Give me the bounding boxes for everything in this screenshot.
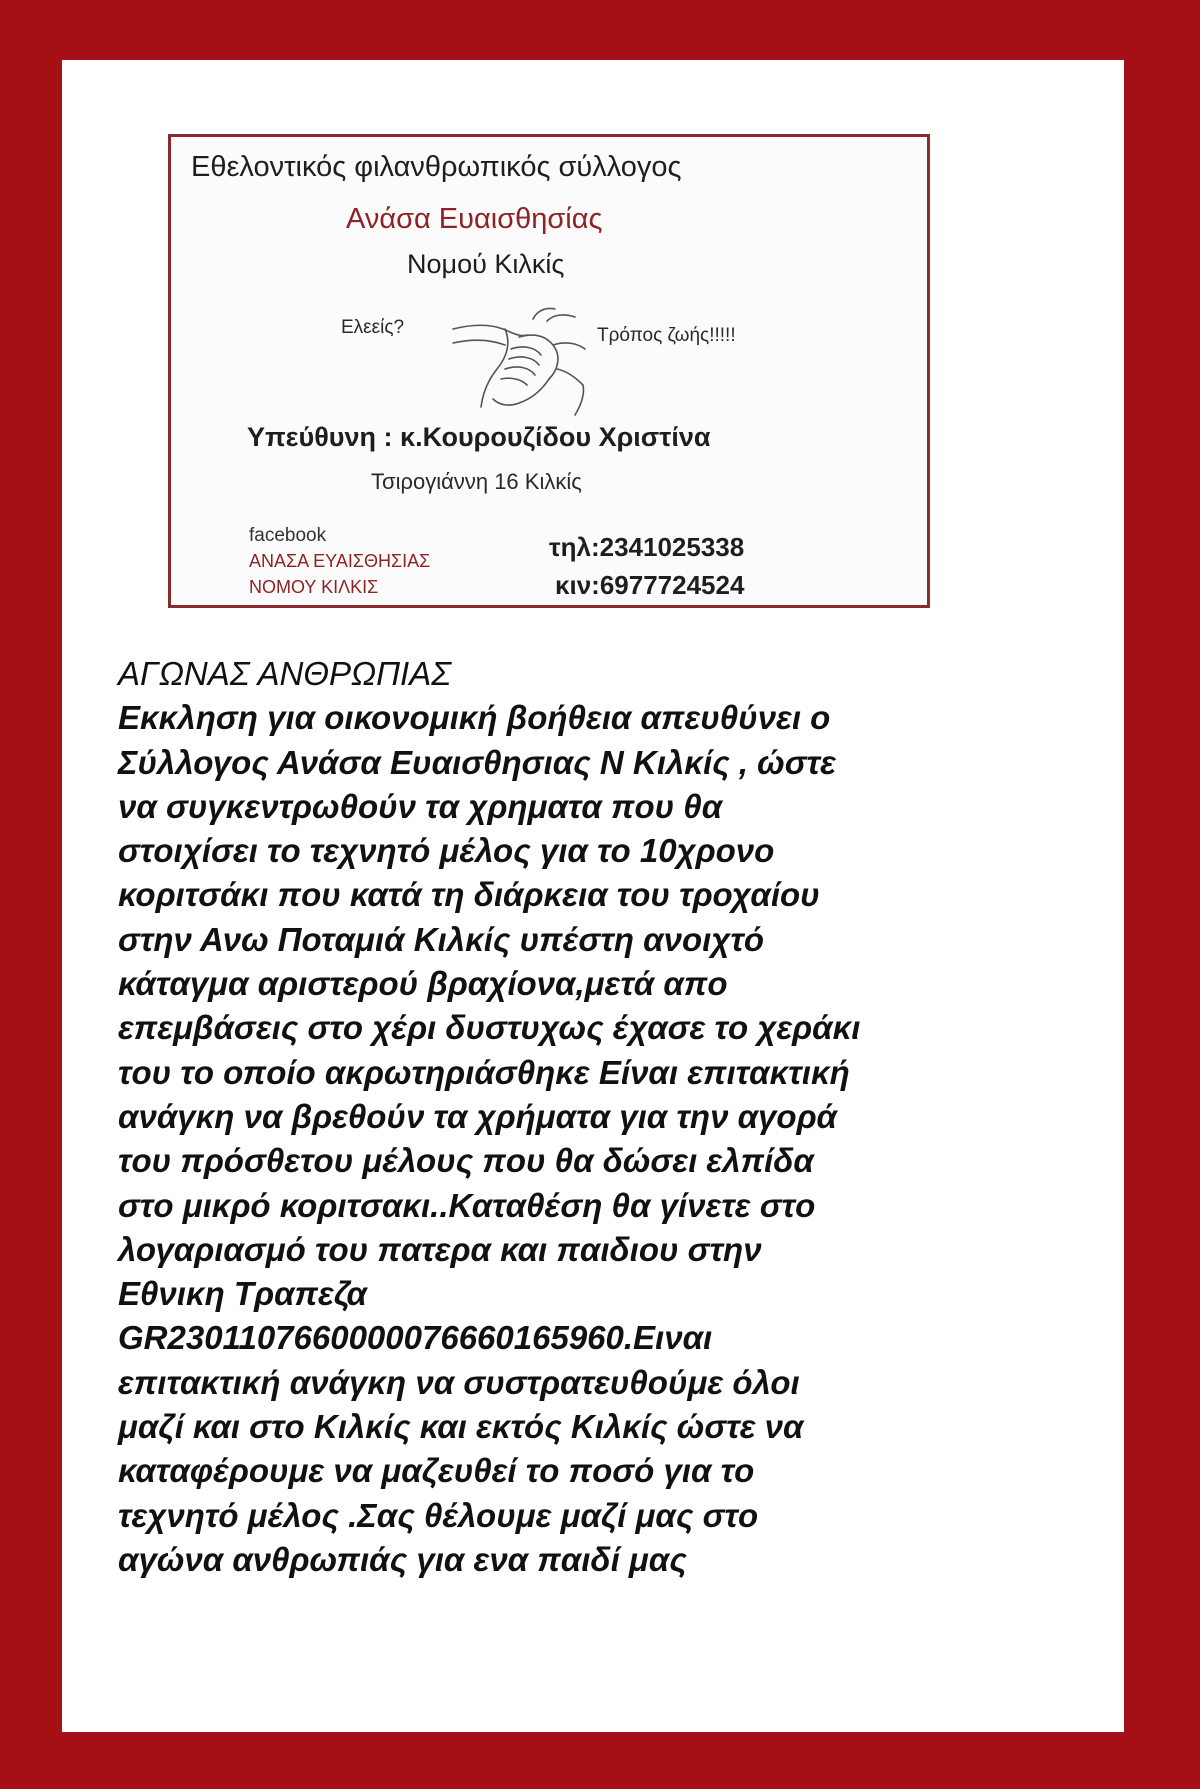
phone-number: τηλ:2341025338 — [549, 532, 745, 562]
business-card — [168, 134, 930, 608]
appeal-line: στην Ανω Ποταμιά Κιλκίς υπέστη ανοιχτό — [118, 920, 764, 958]
appeal-line: τεχνητό μέλος .Σας θέλουμε μαζί μας στο — [118, 1496, 759, 1534]
appeal-heading: ΑΓΩΝΑΣ ΑΝΘΡΩΠΙΑΣ — [118, 655, 452, 692]
appeal-line: Εκκληση για οικονομική βοήθεια απευθύνει ο — [118, 699, 831, 737]
card-title: Εθελοντικός φιλανθρωπικός σύλλογος — [191, 151, 682, 183]
appeal-line: στο μικρό κοριτσακι..Καταθέση θα γίνετε στο — [118, 1186, 816, 1224]
left-caption: Ελεείς? — [341, 317, 405, 338]
appeal-line: καταφέρουμε να μαζευθεί το ποσό για το — [118, 1452, 755, 1490]
facebook-label: facebook — [249, 525, 327, 546]
mobile-number: κιν:6977724524 — [555, 570, 745, 600]
appeal-line: επεμβάσεις στο χέρι δυστυχως έχασε το χεράκι — [118, 1009, 861, 1047]
organization-name: Ανάσα Ευαισθησίας — [346, 203, 603, 235]
appeal-line: Σύλλογος Ανάσα Ευαισθησιας Ν Κιλκίς , ώστε — [118, 743, 836, 781]
appeal-line: κάταγμα αριστερού βραχίονα,μετά απο — [118, 965, 728, 1003]
appeal-line: να συγκεντρωθούν τα χρηματα που θα — [118, 787, 723, 825]
appeal-line: λογαριασμό του πατερα και παιδιου στην — [118, 1230, 762, 1268]
appeal-line: στοιχίσει το τεχνητό μέλος για το 10χρονο — [118, 832, 775, 870]
appeal-line: Εθνικη Τραπεζα — [118, 1275, 367, 1313]
poster-page — [62, 60, 1124, 1732]
address: Τσιρογιάννη 16 Κιλκίς — [371, 469, 582, 494]
appeal-line: αγώνα ανθρωπιάς για ενα παιδί μας — [118, 1540, 687, 1578]
right-caption: Τρόπος ζωής!!!!! — [597, 325, 736, 346]
organization-region: Νομού Κιλκίς — [407, 249, 565, 279]
holding-hands-icon — [449, 299, 589, 419]
facebook-page-name-line1: ΑΝΑΣΑ ΕΥΑΙΣΘΗΣΙΑΣ — [249, 551, 431, 571]
appeal-line: μαζί και στο Κιλκίς και εκτός Κιλκίς ώστε να — [118, 1408, 804, 1446]
appeal-line: του το οποίο ακρωτηριάσθηκε Είναι επιτακτική — [118, 1053, 850, 1091]
appeal-text — [118, 652, 1118, 1582]
appeal-line: κοριτσάκι που κατά τη διάρκεια του τροχαίου — [118, 876, 820, 914]
appeal-line: επιτακτική ανάγκη να συστρατευθούμε όλοι — [118, 1363, 800, 1401]
appeal-line: του πρόσθετου μέλους που θα δώσει ελπίδα — [118, 1142, 814, 1180]
bank-account-iban: GR2301107660000076660165960.Ειναι — [118, 1319, 713, 1357]
facebook-page-name-line2: ΝΟΜΟΥ ΚΙΛΚΙΣ — [249, 577, 379, 597]
responsible-person: Υπεύθυνη : κ.Κουρουζίδου Χριστίνα — [247, 422, 711, 452]
appeal-line: ανάγκη να βρεθούν τα χρήματα για την αγορά — [118, 1097, 838, 1135]
